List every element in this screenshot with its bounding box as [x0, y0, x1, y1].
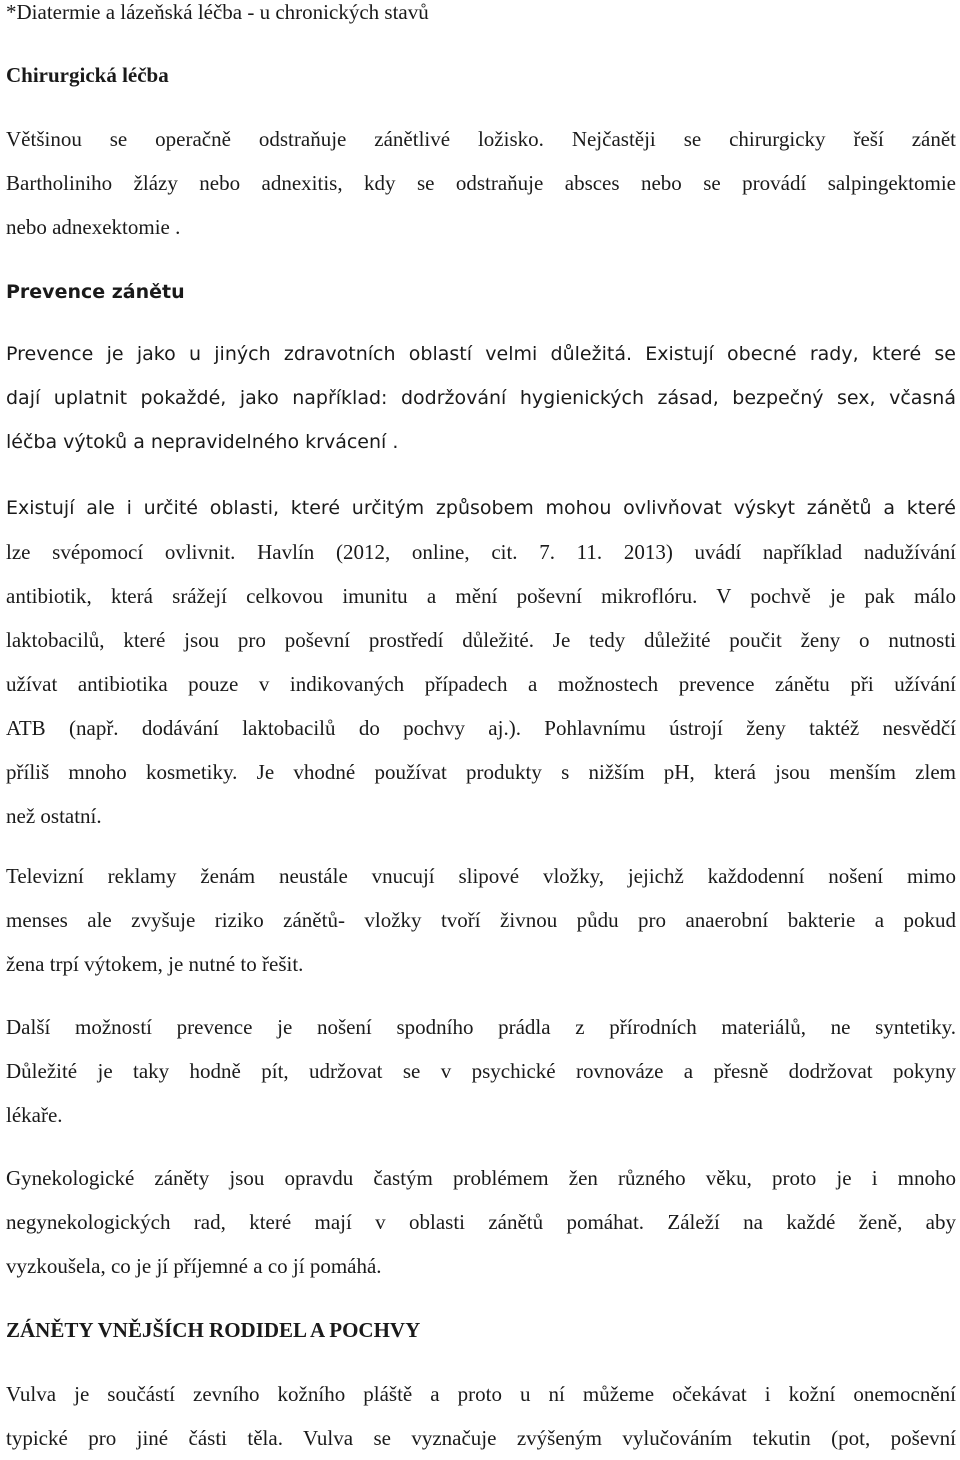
paragraph-prevention-4 — [6, 1005, 956, 1137]
text-line: typické pro jiné části těla. Vulva se vyznačuje zvýšeným vylučováním tekutin (pot, poševní — [6, 1426, 956, 1450]
text-line: vyzkoušela, co je jí příjemné a co jí pomáhá. — [6, 1254, 382, 1278]
paragraph-vulva — [6, 1372, 956, 1460]
paragraph-prevention-1 — [6, 332, 956, 464]
text-line: negynekologických rad, které mají v oblasti zánětů pomáhat. Záleží na každé ženě, aby — [6, 1210, 956, 1234]
paragraph-prevention-2 — [6, 486, 956, 838]
text-line: laktobacilů, které jsou pro poševní prostředí důležité. Je tedy důležité poučit ženy o nutnosti — [6, 628, 956, 652]
intro-line: *Diatermie a lázeňská léčba - u chronických stavů — [6, 0, 429, 24]
text-line: Většinou se operačně odstraňuje zánětlivé ložisko. Nejčastěji se chirurgicky řeší zánět — [6, 127, 956, 151]
text-line: Vulva je součástí zevního kožního pláště a proto u ní můžeme očekávat i kožní onemocnění — [6, 1382, 956, 1406]
text-line: než ostatní. — [6, 804, 102, 828]
text-line: Bartholiniho žlázy nebo adnexitis, kdy se odstraňuje absces nebo se provádí salpingektomie — [6, 171, 956, 195]
text-line: žena trpí výtokem, je nutné to řešit. — [6, 952, 304, 976]
text-line: lékaře. — [6, 1103, 63, 1127]
section-heading-vulva: ZÁNĚTY VNĚJŠÍCH RODIDEL A POCHVY — [6, 1318, 421, 1342]
text-line: Důležité je taky hodně pít, udržovat se v psychické rovnováze a přesně dodržovat pokyny — [6, 1059, 956, 1083]
text-line: Gynekologické záněty jsou opravdu častým problémem žen různého věku, proto je i mnoho — [6, 1166, 956, 1190]
text-line: dají uplatnit pokaždé, jako například: dodržování hygienických zásad, bezpečný sex, včasná — [6, 387, 956, 409]
text-line: ATB (např. dodávání laktobacilů do pochvy aj.). Pohlavnímu ústrojí ženy taktéž nesvědčí — [6, 716, 956, 740]
text-line: lze svépomocí ovlivnit. Havlín (2012, online, cit. 7. 11. 2013) uvádí například nadužívání — [6, 540, 956, 564]
text-line: Prevence je jako u jiných zdravotních oblastí velmi důležitá. Existují obecné rady, které se — [6, 343, 956, 365]
paragraph-prevention-3 — [6, 854, 956, 986]
section-heading-surgical: Chirurgická léčba — [6, 63, 169, 87]
text-line: menses ale zvyšuje riziko zánětů- vložky tvoří živnou půdu pro anaerobní bakterie a pokud — [6, 908, 956, 932]
text-line: nebo adnexektomie . — [6, 215, 181, 239]
paragraph-surgical — [6, 117, 956, 249]
paragraph-prevention-5 — [6, 1156, 956, 1288]
text-line: léčba výtoků a nepravidelného krvácení . — [6, 431, 399, 453]
text-line: antibiotik, která srážejí celkovou imunitu a mění poševní mikroflóru. V pochvě je pak málo — [6, 584, 956, 608]
text-line: Existují ale i určité oblasti, které určitým způsobem mohou ovlivňovat výskyt zánětů a které — [6, 497, 956, 519]
text-line: Další možností prevence je nošení spodního prádla z přírodních materiálů, ne syntetiky. — [6, 1015, 956, 1039]
text-line: užívat antibiotika pouze v indikovaných případech a možnostech prevence zánětu při užívání — [6, 672, 956, 696]
section-heading-prevention: Prevence zánětu — [6, 281, 185, 303]
text-line: příliš mnoho kosmetiky. Je vhodné používat produkty s nižším pH, která jsou menším zlem — [6, 760, 956, 784]
text-line: Televizní reklamy ženám neustále vnucují slipové vložky, jejichž každodenní nošení mimo — [6, 864, 956, 888]
